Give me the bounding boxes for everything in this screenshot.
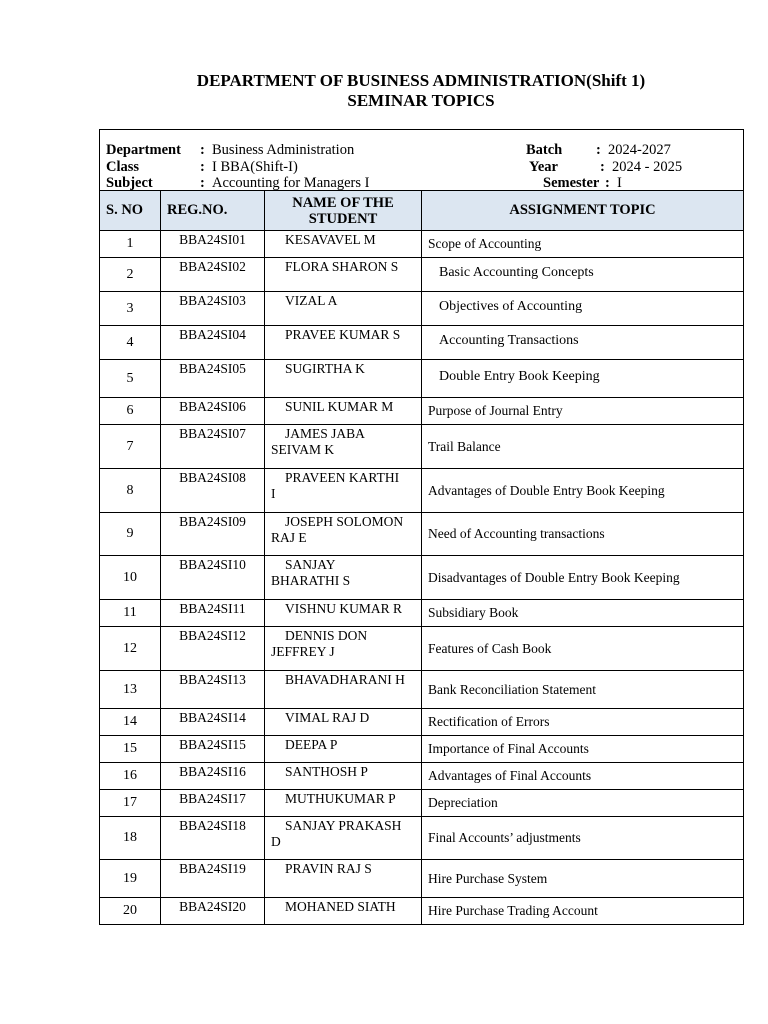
student-name-line: BHAVADHARANI H — [285, 672, 405, 687]
semester-label: Semester — [543, 175, 600, 191]
assignment-topic-cell: Need of Accounting transactions — [422, 513, 744, 556]
semester-value: I — [617, 175, 622, 191]
student-name-line: VIMAL RAJ D — [285, 710, 370, 725]
year-row: Year : 2024 - 2025 — [529, 159, 683, 175]
department-row: Department : Business Administration — [106, 142, 355, 158]
student-name-cell — [265, 709, 422, 736]
student-name-line: RAJ E — [271, 530, 307, 545]
assignment-topic-cell: Accounting Transactions — [422, 326, 744, 360]
student-name-line: PRAVEE KUMAR S — [285, 327, 401, 342]
reg-number-cell: BBA24SI03 — [161, 292, 265, 326]
reg-number-cell: BBA24SI04 — [161, 326, 265, 360]
student-name-cell — [265, 292, 422, 326]
reg-number-cell: BBA24SI20 — [161, 898, 265, 925]
student-name-line: KESAVAVEL M — [285, 232, 376, 247]
student-name-line: DENNIS DON — [285, 628, 368, 643]
student-name-line: D — [271, 834, 281, 849]
reg-number-cell: BBA24SI16 — [161, 763, 265, 790]
serial-number-cell: 18 — [100, 817, 161, 860]
student-name-line: SANJAY PRAKASH — [285, 818, 402, 833]
serial-number-cell: 7 — [100, 425, 161, 469]
reg-number-cell: BBA24SI01 — [161, 231, 265, 258]
student-name-cell — [265, 860, 422, 898]
assignment-topic-cell: Bank Reconciliation Statement — [422, 671, 744, 709]
student-name-line: SANTHOSH P — [285, 764, 368, 779]
batch-row: Batch : 2024-2027 — [526, 142, 671, 158]
table-row — [100, 398, 744, 425]
table-row — [100, 360, 744, 398]
assignment-topic-cell: Importance of Final Accounts — [422, 736, 744, 763]
student-name-cell — [265, 736, 422, 763]
table-row — [100, 600, 744, 627]
assignment-topic-cell: Basic Accounting Concepts — [422, 258, 744, 292]
table-row — [100, 763, 744, 790]
column-header-assignment-topic: ASSIGNMENT TOPIC — [422, 191, 744, 231]
reg-number-cell: BBA24SI05 — [161, 360, 265, 398]
class-row: Class : I BBA(Shift-I) — [106, 159, 298, 175]
student-name-cell — [265, 513, 422, 556]
serial-number-cell: 13 — [100, 671, 161, 709]
assignment-topic-cell: Scope of Accounting — [422, 231, 744, 258]
reg-number-cell: BBA24SI12 — [161, 627, 265, 671]
reg-number-cell: BBA24SI19 — [161, 860, 265, 898]
table-row — [100, 556, 744, 600]
subject-value: Accounting for Managers I — [212, 175, 370, 191]
student-name-line: SEIVAM K — [271, 442, 335, 457]
table-row — [100, 860, 744, 898]
reg-number-cell: BBA24SI06 — [161, 398, 265, 425]
assignment-topic-cell: Purpose of Journal Entry — [422, 398, 744, 425]
serial-number-cell: 14 — [100, 709, 161, 736]
assignment-topic-cell: Depreciation — [422, 790, 744, 817]
assignment-topic-cell: Advantages of Final Accounts — [422, 763, 744, 790]
year-value: 2024 - 2025 — [612, 159, 683, 175]
student-name-line: SANJAY — [285, 557, 336, 572]
serial-number-cell: 4 — [100, 326, 161, 360]
reg-number-cell: BBA24SI17 — [161, 790, 265, 817]
student-name-line: BHARATHI S — [271, 573, 351, 588]
serial-number-cell: 9 — [100, 513, 161, 556]
table-row — [100, 292, 744, 326]
seminar-topics-table — [99, 129, 744, 925]
student-name-line: PRAVEEN KARTHI — [285, 470, 400, 485]
assignment-topic-cell: Hire Purchase Trading Account — [422, 898, 744, 925]
table-row — [100, 817, 744, 860]
student-name-cell — [265, 600, 422, 627]
reg-number-cell: BBA24SI14 — [161, 709, 265, 736]
student-name-cell — [265, 763, 422, 790]
serial-number-cell: 8 — [100, 469, 161, 513]
table-row — [100, 627, 744, 671]
serial-number-cell: 1 — [100, 231, 161, 258]
reg-number-cell: BBA24SI15 — [161, 736, 265, 763]
student-name-line: VISHNU KUMAR R — [285, 601, 403, 616]
serial-number-cell: 3 — [100, 292, 161, 326]
student-name-cell — [265, 258, 422, 292]
department-label: Department — [106, 142, 181, 158]
table-row — [100, 231, 744, 258]
reg-number-cell: BBA24SI02 — [161, 258, 265, 292]
assignment-topic-cell: Rectification of Errors — [422, 709, 744, 736]
assignment-topic-cell: Disadvantages of Double Entry Book Keeping — [422, 556, 744, 600]
serial-number-cell: 17 — [100, 790, 161, 817]
page-subtitle: SEMINAR TOPICS — [347, 91, 495, 110]
course-info-block — [100, 130, 744, 191]
reg-number-cell: BBA24SI07 — [161, 425, 265, 469]
subject-row: Subject : Accounting for Managers I — [106, 175, 370, 191]
reg-number-cell: BBA24SI08 — [161, 469, 265, 513]
table-row — [100, 469, 744, 513]
table-row — [100, 898, 744, 925]
student-name-line: FLORA SHARON S — [285, 259, 399, 274]
assignment-topic-cell: Advantages of Double Entry Book Keeping — [422, 469, 744, 513]
serial-number-cell: 15 — [100, 736, 161, 763]
student-name-line: JAMES JABA — [285, 426, 365, 441]
serial-number-cell: 16 — [100, 763, 161, 790]
student-name-line: DEEPA P — [285, 737, 338, 752]
year-label: Year — [529, 159, 558, 175]
assignment-topic-cell: Hire Purchase System — [422, 860, 744, 898]
table-row — [100, 513, 744, 556]
student-name-line: JOSEPH SOLOMON — [285, 514, 404, 529]
assignment-topic-cell: Double Entry Book Keeping — [422, 360, 744, 398]
student-name-line: MOHANED SIATH — [285, 899, 396, 914]
column-header-regno: REG.NO. — [161, 191, 265, 231]
student-name-line: JEFFREY J — [271, 644, 335, 659]
serial-number-cell: 10 — [100, 556, 161, 600]
student-name-line: SUGIRTHA K — [285, 361, 365, 376]
student-name-cell — [265, 817, 422, 860]
subject-label: Subject — [106, 175, 153, 191]
batch-label: Batch — [526, 142, 563, 158]
student-name-line: VIZAL A — [285, 293, 338, 308]
table-row — [100, 790, 744, 817]
serial-number-cell: 19 — [100, 860, 161, 898]
department-value: Business Administration — [212, 142, 355, 158]
table-header-row — [100, 191, 744, 231]
assignment-topic-cell: Features of Cash Book — [422, 627, 744, 671]
serial-number-cell: 6 — [100, 398, 161, 425]
student-name-cell — [265, 671, 422, 709]
batch-value: 2024-2027 — [608, 142, 671, 158]
table-row — [100, 326, 744, 360]
student-name-line: MUTHUKUMAR P — [285, 791, 396, 806]
student-name-line: I — [271, 486, 276, 501]
column-header-sno: S. NO — [100, 191, 161, 231]
student-name-cell — [265, 790, 422, 817]
reg-number-cell: BBA24SI18 — [161, 817, 265, 860]
reg-number-cell: BBA24SI10 — [161, 556, 265, 600]
page-title: DEPARTMENT OF BUSINESS ADMINISTRATION(Shift 1) — [196, 71, 646, 90]
class-value: I BBA(Shift-I) — [212, 159, 298, 175]
student-name-cell — [265, 556, 422, 600]
student-name-cell — [265, 231, 422, 258]
student-name-cell — [265, 398, 422, 425]
assignment-topic-cell: Final Accounts’ adjustments — [422, 817, 744, 860]
class-label: Class — [106, 159, 140, 175]
student-name-cell — [265, 360, 422, 398]
serial-number-cell: 2 — [100, 258, 161, 292]
table-row — [100, 736, 744, 763]
student-name-cell — [265, 627, 422, 671]
student-name-line: PRAVIN RAJ S — [285, 861, 372, 876]
column-header-student-name: NAME OF THE STUDENT — [265, 191, 422, 231]
student-name-cell — [265, 898, 422, 925]
table-row — [100, 425, 744, 469]
serial-number-cell: 5 — [100, 360, 161, 398]
reg-number-cell: BBA24SI09 — [161, 513, 265, 556]
assignment-topic-cell: Objectives of Accounting — [422, 292, 744, 326]
student-name-cell — [265, 326, 422, 360]
serial-number-cell: 11 — [100, 600, 161, 627]
semester-row: Semester : I — [543, 175, 622, 191]
reg-number-cell: BBA24SI13 — [161, 671, 265, 709]
serial-number-cell: 12 — [100, 627, 161, 671]
student-name-cell — [265, 469, 422, 513]
student-name-cell — [265, 425, 422, 469]
reg-number-cell: BBA24SI11 — [161, 600, 265, 627]
assignment-topic-cell: Trail Balance — [422, 425, 744, 469]
serial-number-cell: 20 — [100, 898, 161, 925]
table-row — [100, 671, 744, 709]
assignment-topic-cell: Subsidiary Book — [422, 600, 744, 627]
table-row — [100, 258, 744, 292]
student-name-line: SUNIL KUMAR M — [285, 399, 394, 414]
table-row — [100, 709, 744, 736]
